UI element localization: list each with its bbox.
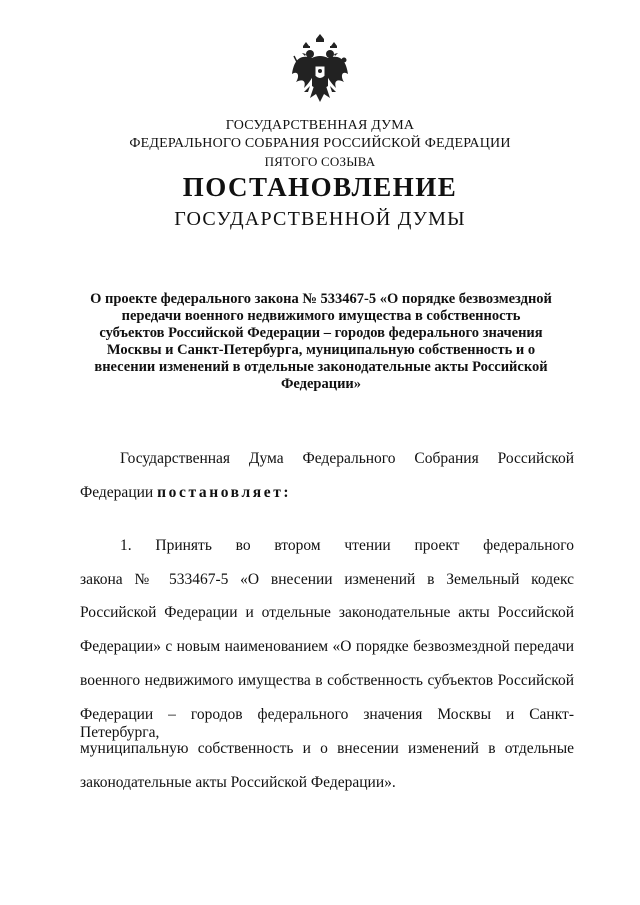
intro-line-2 bbox=[80, 484, 574, 502]
document-subtitle: ГОСУДАРСТВЕННОЙ ДУМЫ bbox=[174, 208, 466, 230]
header-line-1: ГОСУДАРСТВЕННАЯ ДУМА bbox=[225, 118, 415, 133]
subject-line: О проекте федерального закона № 533467-5 «О порядке безвозмездной bbox=[90, 291, 552, 307]
item1-line-3: Российской Федерации и отдельные законодательные акты Российской bbox=[80, 604, 574, 621]
header-line-3: ПЯТОГО СОЗЫВА bbox=[264, 154, 376, 169]
subject-line: передачи военного недвижимого имущества в собственность bbox=[121, 308, 521, 324]
document-title: ПОСТАНОВЛЕНИЕ bbox=[182, 172, 458, 202]
item1-line-7: муниципальную собственность и о внесении изменений в отдельные bbox=[80, 740, 574, 757]
item1-line-1: 1. Принять во втором чтении проект федерального bbox=[120, 537, 574, 554]
subject-line: Москвы и Санкт-Петербурга, муниципальную собственность и о bbox=[106, 342, 536, 358]
russian-coat-of-arms-icon bbox=[290, 30, 350, 112]
intro-prefix: Федерации bbox=[80, 484, 154, 501]
subject-line: внесении изменений в отдельные законодательные акты Российской bbox=[94, 359, 548, 375]
item1-line-2: закона № 533467-5 «О внесении изменений в Земельный кодекс bbox=[80, 571, 574, 588]
header-line-2: ФЕДЕРАЛЬНОГО СОБРАНИЯ РОССИЙСКОЙ ФЕДЕРАЦИИ bbox=[129, 136, 511, 151]
item1-line-5: военного недвижимого имущества в собственность субъектов Российской bbox=[80, 672, 574, 689]
subject-heading bbox=[70, 291, 572, 393]
item1-line-4: Федерации» с новым наименованием «О порядке безвозмездной передачи bbox=[80, 638, 574, 655]
subject-line: Федерации» bbox=[280, 376, 362, 392]
subject-line: субъектов Российской Федерации – городов федерального значения bbox=[99, 325, 543, 341]
item1-line-8: законодательные акты Российской Федерации». bbox=[80, 774, 396, 791]
item1-line-6: Федерации – городов федерального значения Москвы и Санкт-Петербурга, bbox=[80, 706, 574, 741]
decree-word: постановляет: bbox=[157, 484, 292, 501]
intro-line-1: Государственная Дума Федерального Собрания Российской bbox=[120, 450, 574, 467]
